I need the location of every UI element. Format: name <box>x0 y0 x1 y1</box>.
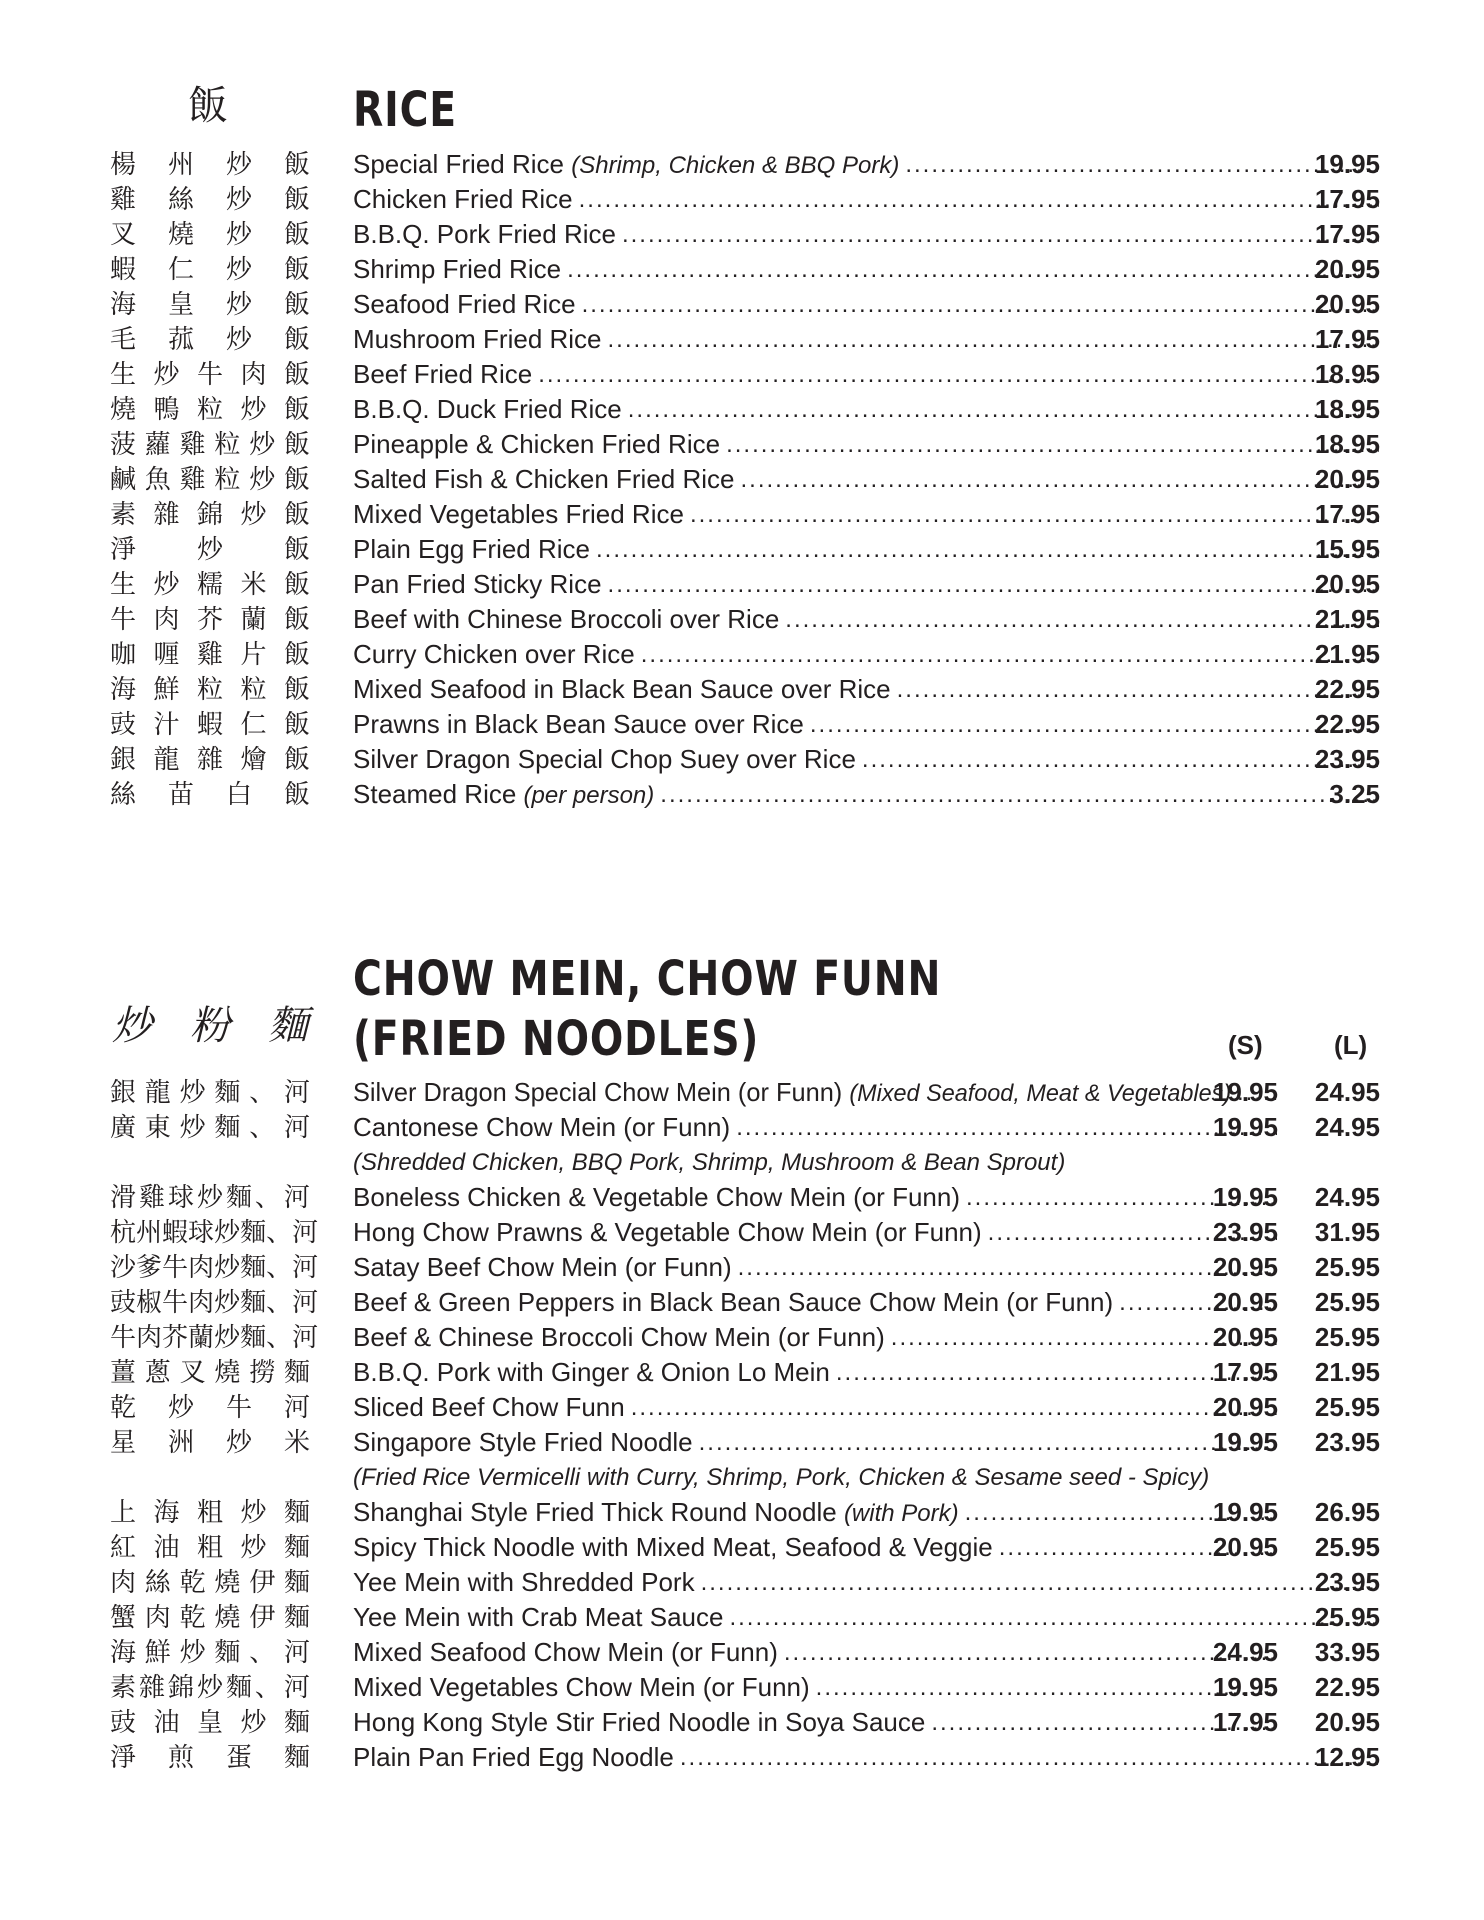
dot-leader <box>579 186 1379 214</box>
item-chinese-name: 生 炒 糯 米 飯 <box>110 569 310 600</box>
item-price-small: 20.95 <box>1212 1252 1278 1282</box>
item-chinese-name: 蝦 仁 炒 飯 <box>110 254 310 285</box>
rice-item-row <box>0 217 1484 252</box>
dot-leader <box>701 1569 1379 1597</box>
item-name-line <box>353 1285 1277 1320</box>
item-price-small: 17.95 <box>1212 1357 1278 1387</box>
item-chinese-name: 豉 椒 牛 肉 炒 麵 、 河 <box>110 1287 319 1318</box>
item-chinese-name: 菠 蘿 雞 粒 炒 飯 <box>110 429 310 460</box>
item-name-line <box>353 1635 1277 1670</box>
item-price: 17.95 <box>1314 324 1380 354</box>
dot-leader <box>608 571 1379 599</box>
item-name-line <box>353 497 1379 532</box>
rice-item-row <box>0 252 1484 287</box>
item-price: 23.95 <box>1314 1567 1380 1597</box>
item-name: Pineapple & Chicken Fried Rice <box>353 429 721 459</box>
dot-leader <box>785 606 1379 634</box>
rice-item-row <box>0 392 1484 427</box>
item-name-line <box>353 1250 1277 1285</box>
noodle-item-row <box>0 1320 1484 1355</box>
item-chinese-name: 鹹 魚 雞 粒 炒 飯 <box>110 464 310 495</box>
item-name: Beef Fried Rice <box>353 359 533 389</box>
dot-leader <box>690 501 1379 529</box>
noodle-item-row <box>0 1110 1484 1145</box>
item-chinese-name: 薑 蔥 叉 燒 撈 麵 <box>110 1357 310 1388</box>
item-price: 18.95 <box>1314 359 1380 389</box>
item-price-large: 25.95 <box>1314 1392 1380 1422</box>
item-chinese-name: 海 鮮 炒 麵 、 河 <box>110 1637 310 1668</box>
item-chinese-name: 沙 爹 牛 肉 炒 麵 、 河 <box>110 1252 319 1283</box>
item-name-line <box>353 1705 1277 1740</box>
rice-item-row <box>0 287 1484 322</box>
rice-chinese-title: 飯 <box>188 83 228 129</box>
dot-leader <box>729 1604 1379 1632</box>
item-name: Yee Mein with Crab Meat Sauce <box>353 1602 724 1632</box>
item-price-large: 25.95 <box>1314 1532 1380 1562</box>
item-name-line <box>353 1075 1277 1110</box>
item-name-line <box>353 1530 1277 1565</box>
item-name-line <box>353 252 1379 287</box>
item-price: 25.95 <box>1314 1602 1380 1632</box>
item-price-small: 19.95 <box>1212 1112 1278 1142</box>
dot-leader <box>738 1254 1277 1282</box>
item-price-large: 21.95 <box>1314 1357 1380 1387</box>
dot-leader <box>660 781 1379 809</box>
item-price-large: 26.95 <box>1314 1497 1380 1527</box>
item-name: Salted Fish & Chicken Fried Rice <box>353 464 735 494</box>
rice-item-row <box>0 777 1484 812</box>
noodle-item-row <box>0 1670 1484 1705</box>
rice-item-row <box>0 672 1484 707</box>
noodles-title-line2: (FRIED NOODLES) <box>353 1011 760 1067</box>
item-note: (per person) <box>523 782 655 809</box>
item-name: Beef & Chinese Broccoli Chow Mein (or Funn) <box>353 1322 885 1352</box>
item-price-small: 20.95 <box>1212 1322 1278 1352</box>
item-price: 20.95 <box>1314 569 1380 599</box>
item-name: B.B.Q. Duck Fried Rice <box>353 394 622 424</box>
rice-item-row <box>0 637 1484 672</box>
item-price-small: 19.95 <box>1212 1182 1278 1212</box>
item-chinese-name: 廣 東 炒 麵 、 河 <box>110 1112 310 1143</box>
item-name: Plain Pan Fried Egg Noodle <box>353 1742 674 1772</box>
item-name: Silver Dragon Special Chow Mein (or Funn) (Mixed Seafood, Meat & Vegetables) <box>353 1077 1232 1107</box>
item-name: Boneless Chicken & Vegetable Chow Mein (or Funn) <box>353 1182 960 1212</box>
item-name: Mixed Vegetables Fried Rice <box>353 499 684 529</box>
item-price-large: 25.95 <box>1314 1322 1380 1352</box>
item-chinese-name: 乾 炒 牛 河 <box>110 1392 310 1423</box>
item-chinese-name: 蟹 肉 乾 燒 伊 麵 <box>110 1602 310 1633</box>
item-chinese-name: 毛 菰 炒 飯 <box>110 324 310 355</box>
item-name: Special Fried Rice (Shrimp, Chicken & BBQ Pork) <box>353 149 900 179</box>
item-price-large: 22.95 <box>1314 1672 1380 1702</box>
item-name-line <box>353 602 1379 637</box>
item-name-line <box>353 1740 1379 1775</box>
item-name: Yee Mein with Shredded Pork <box>353 1567 695 1597</box>
item-name-line <box>353 707 1379 742</box>
rice-item-row <box>0 532 1484 567</box>
item-chinese-name: 海 皇 炒 飯 <box>110 289 310 320</box>
item-name: Mixed Seafood in Black Bean Sauce over Rice <box>353 674 891 704</box>
item-chinese-name: 叉 燒 炒 飯 <box>110 219 310 250</box>
rice-item-row <box>0 602 1484 637</box>
item-price-small: 20.95 <box>1212 1287 1278 1317</box>
item-price: 19.95 <box>1314 149 1380 179</box>
item-name-line <box>353 672 1379 707</box>
item-price: 21.95 <box>1314 639 1380 669</box>
item-name: Sliced Beef Chow Funn <box>353 1392 625 1422</box>
small-size-header: (S) <box>1228 1030 1263 1060</box>
noodle-item-row <box>0 1705 1484 1740</box>
item-name: Satay Beef Chow Mein (or Funn) <box>353 1252 732 1282</box>
item-name-line <box>353 777 1379 812</box>
dot-leader <box>740 466 1379 494</box>
item-price-small: 17.95 <box>1212 1707 1278 1737</box>
item-name-line <box>353 1390 1277 1425</box>
dot-leader <box>680 1744 1379 1772</box>
item-name: Mushroom Fried Rice <box>353 324 602 354</box>
item-name-line <box>353 1110 1277 1145</box>
item-note: (Shrimp, Chicken & BBQ Pork) <box>571 152 900 179</box>
item-price-large: 25.95 <box>1314 1252 1380 1282</box>
noodle-item-row <box>0 1495 1484 1530</box>
item-name-line <box>353 287 1379 322</box>
item-chinese-name: 海 鮮 粒 粒 飯 <box>110 674 310 705</box>
noodles-title-line1: CHOW MEIN, CHOW FUNN <box>353 951 942 1007</box>
item-price: 3.25 <box>1329 779 1380 809</box>
item-price: 23.95 <box>1314 744 1380 774</box>
noodle-item-row <box>0 1740 1484 1775</box>
noodle-item-row <box>0 1355 1484 1390</box>
item-name: Shrimp Fried Rice <box>353 254 562 284</box>
item-price-large: 25.95 <box>1314 1287 1380 1317</box>
item-chinese-name: 牛 肉 芥 蘭 飯 <box>110 604 310 635</box>
item-name: Shanghai Style Fried Thick Round Noodle (with Pork) <box>353 1497 959 1527</box>
item-name: Silver Dragon Special Chop Suey over Rice <box>353 744 856 774</box>
noodle-item-row <box>0 1075 1484 1110</box>
item-price: 17.95 <box>1314 219 1380 249</box>
item-name-line <box>353 1355 1277 1390</box>
item-name-line <box>353 462 1379 497</box>
item-name-line <box>353 1495 1277 1530</box>
rice-item-row <box>0 182 1484 217</box>
rice-item-row <box>0 427 1484 462</box>
rice-item-row <box>0 357 1484 392</box>
item-chinese-name: 杭 州 蝦 球 炒 麵 、 河 <box>110 1217 319 1248</box>
dot-leader <box>622 221 1379 249</box>
large-size-header: (L) <box>1334 1030 1368 1060</box>
rice-item-row <box>0 322 1484 357</box>
noodles-chinese-title-char: 麵 <box>268 1003 308 1049</box>
item-price: 17.95 <box>1314 499 1380 529</box>
item-name: Hong Kong Style Stir Fried Noodle in Soya Sauce <box>353 1707 926 1737</box>
item-price: 17.95 <box>1314 184 1380 214</box>
item-price: 21.95 <box>1314 604 1380 634</box>
item-name-line <box>353 1425 1277 1460</box>
item-name: Beef with Chinese Broccoli over Rice <box>353 604 780 634</box>
item-price: 15.95 <box>1314 534 1380 564</box>
noodle-item-row <box>0 1285 1484 1320</box>
item-name-line <box>353 147 1379 182</box>
item-name-line <box>353 357 1379 392</box>
dot-leader <box>596 536 1379 564</box>
item-description: (Shredded Chicken, BBQ Pork, Shrimp, Mushroom & Bean Sprout) <box>353 1149 1066 1176</box>
item-chinese-name: 淨 煎 蛋 麵 <box>110 1742 310 1773</box>
item-chinese-name: 素 雜 錦 炒 麵 、 河 <box>110 1672 310 1703</box>
item-price-small: 19.95 <box>1212 1427 1278 1457</box>
item-price-small: 19.95 <box>1212 1077 1278 1107</box>
item-price-small: 24.95 <box>1212 1637 1278 1667</box>
noodles-chinese-title <box>112 1003 308 1049</box>
item-name: Hong Chow Prawns & Vegetable Chow Mein (or Funn) <box>353 1217 982 1247</box>
item-price: 18.95 <box>1314 429 1380 459</box>
item-name-line <box>353 1215 1277 1250</box>
item-note: (Mixed Seafood, Meat & Vegetables) <box>849 1080 1232 1107</box>
item-name-line <box>353 1670 1277 1705</box>
item-price-large: 24.95 <box>1314 1182 1380 1212</box>
item-name-line <box>353 217 1379 252</box>
item-name-line <box>353 182 1379 217</box>
noodle-item-row <box>0 1215 1484 1250</box>
item-name: Cantonese Chow Mein (or Funn) <box>353 1112 731 1142</box>
noodle-item-row <box>0 1250 1484 1285</box>
item-name: Mixed Vegetables Chow Mein (or Funn) <box>353 1672 810 1702</box>
item-chinese-name: 豉 汁 蝦 仁 飯 <box>110 709 310 740</box>
dot-leader <box>810 711 1379 739</box>
rice-item-row <box>0 567 1484 602</box>
noodle-item-row <box>0 1530 1484 1565</box>
item-name: Mixed Seafood Chow Mein (or Funn) <box>353 1637 778 1667</box>
item-name-line <box>353 742 1379 777</box>
item-name-line <box>353 322 1379 357</box>
item-name: Steamed Rice (per person) <box>353 779 655 809</box>
dot-leader <box>736 1114 1277 1142</box>
dot-leader <box>641 641 1379 669</box>
item-name: Beef & Green Peppers in Black Bean Sauce Chow Mein (or Funn) <box>353 1287 1114 1317</box>
item-price-small: 23.95 <box>1212 1217 1278 1247</box>
item-chinese-name: 紅 油 粗 炒 麵 <box>110 1532 310 1563</box>
item-name-line <box>353 532 1379 567</box>
noodle-item-row <box>0 1180 1484 1215</box>
rice-item-row <box>0 147 1484 182</box>
item-chinese-name: 燒 鴨 粒 炒 飯 <box>110 394 310 425</box>
item-price: 20.95 <box>1314 464 1380 494</box>
item-price: 20.95 <box>1314 289 1380 319</box>
item-chinese-name: 素 雜 錦 炒 飯 <box>110 499 310 530</box>
noodle-item-row <box>0 1600 1484 1635</box>
item-price-small: 20.95 <box>1212 1532 1278 1562</box>
item-name-line <box>353 427 1379 462</box>
dot-leader <box>631 1394 1277 1422</box>
item-chinese-name: 上 海 粗 炒 麵 <box>110 1497 310 1528</box>
item-chinese-name: 星 洲 炒 米 <box>110 1427 310 1458</box>
noodle-item-row <box>0 1390 1484 1425</box>
dot-leader <box>628 396 1379 424</box>
item-name-line <box>353 1600 1379 1635</box>
item-name: Plain Egg Fried Rice <box>353 534 590 564</box>
item-chinese-name: 咖 喱 雞 片 飯 <box>110 639 310 670</box>
item-chinese-name: 生 炒 牛 肉 飯 <box>110 359 310 390</box>
dot-leader <box>582 291 1379 319</box>
item-chinese-name: 絲 苗 白 飯 <box>110 779 310 810</box>
rice-title: RICE <box>353 82 458 138</box>
dot-leader <box>567 256 1379 284</box>
item-chinese-name: 豉 油 皇 炒 麵 <box>110 1707 310 1738</box>
item-chinese-name: 淨 炒 飯 <box>110 534 310 565</box>
noodle-item-row <box>0 1635 1484 1670</box>
item-name: Singapore Style Fried Noodle <box>353 1427 693 1457</box>
dot-leader <box>608 326 1379 354</box>
item-name-line <box>353 1565 1379 1600</box>
item-price-small: 19.95 <box>1212 1497 1278 1527</box>
item-chinese-name: 楊 州 炒 飯 <box>110 149 310 180</box>
item-name-line <box>353 392 1379 427</box>
item-name-line <box>353 567 1379 602</box>
item-name-line <box>353 637 1379 672</box>
item-price-large: 23.95 <box>1314 1427 1380 1457</box>
item-price: 18.95 <box>1314 394 1380 424</box>
item-description: (Fried Rice Vermicelli with Curry, Shrimp, Pork, Chicken & Sesame seed - Spicy) <box>353 1464 1210 1491</box>
item-note: (with Pork) <box>843 1500 959 1527</box>
item-name: Pan Fried Sticky Rice <box>353 569 602 599</box>
item-price-small: 19.95 <box>1212 1672 1278 1702</box>
rice-item-row <box>0 707 1484 742</box>
item-price-large: 24.95 <box>1314 1077 1380 1107</box>
item-chinese-name: 銀 龍 雜 燴 飯 <box>110 744 310 775</box>
item-chinese-name: 銀 龍 炒 麵 、 河 <box>110 1077 310 1108</box>
item-chinese-name: 肉 絲 乾 燒 伊 麵 <box>110 1567 310 1598</box>
noodle-item-row <box>0 1565 1484 1600</box>
item-price-large: 33.95 <box>1314 1637 1380 1667</box>
item-chinese-name: 滑 雞 球 炒 麵 、 河 <box>110 1182 310 1213</box>
item-chinese-name: 牛 肉 芥 蘭 炒 麵 、 河 <box>110 1322 319 1353</box>
noodles-chinese-title-char: 炒 <box>112 1003 152 1049</box>
item-name: Prawns in Black Bean Sauce over Rice <box>353 709 804 739</box>
rice-item-row <box>0 462 1484 497</box>
item-name: Spicy Thick Noodle with Mixed Meat, Seafood & Veggie <box>353 1532 993 1562</box>
item-name-line <box>353 1320 1277 1355</box>
item-price-large: 20.95 <box>1314 1707 1380 1737</box>
item-price: 20.95 <box>1314 254 1380 284</box>
item-name: B.B.Q. Pork Fried Rice <box>353 219 616 249</box>
item-price-small: 20.95 <box>1212 1392 1278 1422</box>
item-name: Chicken Fried Rice <box>353 184 573 214</box>
item-chinese-name: 雞 絲 炒 飯 <box>110 184 310 215</box>
rice-item-row <box>0 742 1484 777</box>
item-price: 22.95 <box>1314 709 1380 739</box>
item-price: 22.95 <box>1314 674 1380 704</box>
item-price-large: 24.95 <box>1314 1112 1380 1142</box>
item-name-line <box>353 1180 1277 1215</box>
dot-leader <box>699 1429 1277 1457</box>
noodle-item-row <box>0 1425 1484 1460</box>
item-price-large: 31.95 <box>1314 1217 1380 1247</box>
dot-leader <box>538 361 1379 389</box>
item-name: Curry Chicken over Rice <box>353 639 635 669</box>
item-name: Seafood Fried Rice <box>353 289 576 319</box>
noodles-chinese-title-char: 粉 <box>190 1003 230 1049</box>
item-price: 12.95 <box>1314 1742 1380 1772</box>
item-name: B.B.Q. Pork with Ginger & Onion Lo Mein <box>353 1357 830 1387</box>
rice-item-row <box>0 497 1484 532</box>
dot-leader <box>726 431 1379 459</box>
